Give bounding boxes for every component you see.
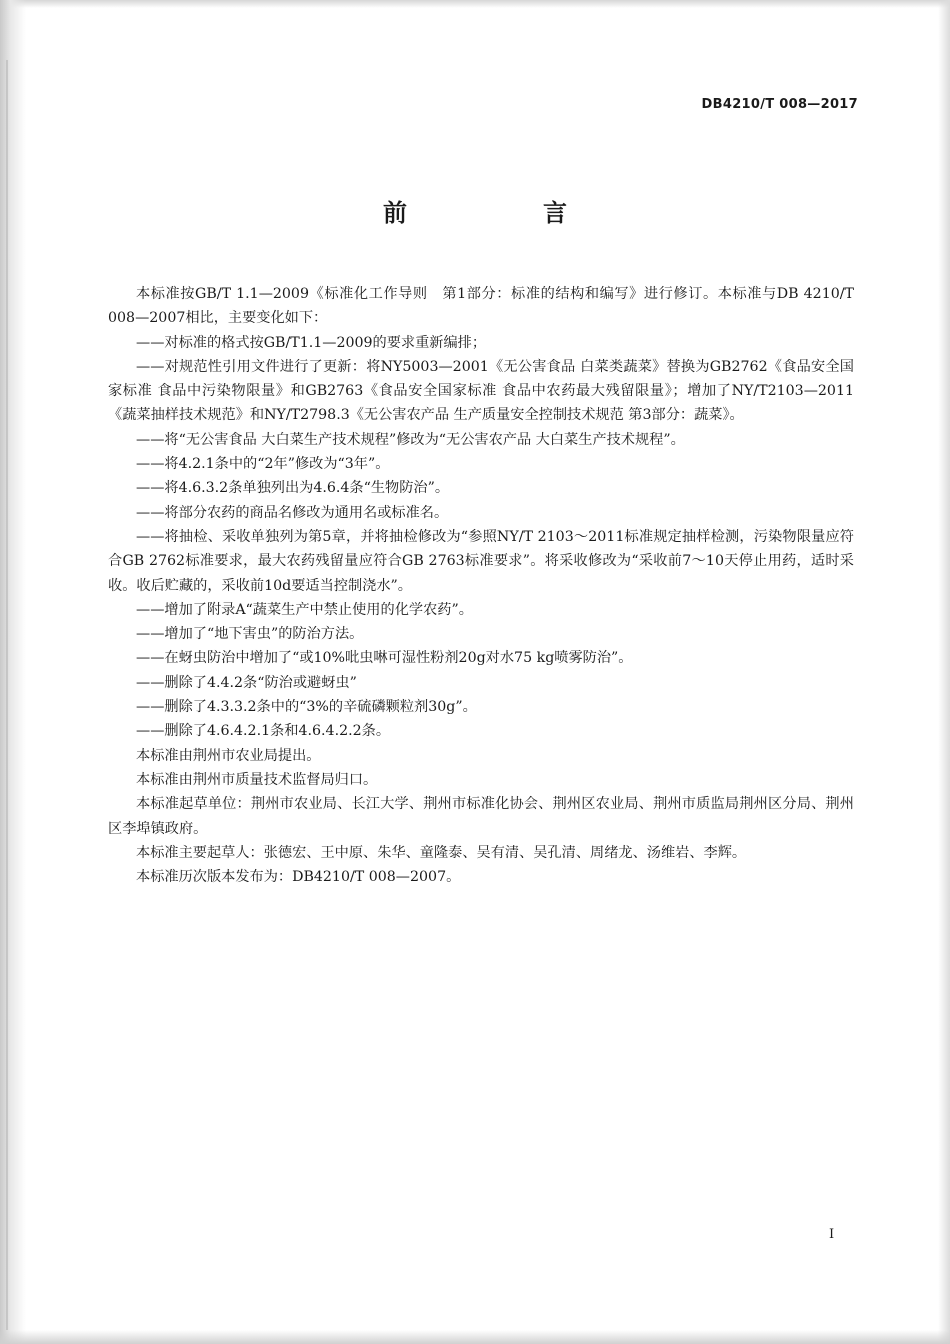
scan-edge-bottom xyxy=(0,1330,950,1344)
paragraph-intro: 本标准按GB/T 1.1—2009《标准化工作导则 第1部分：标准的结构和编写》进行修订。本标准与DB 4210/T 008—2007相比，主要变化如下： xyxy=(108,286,854,327)
drafting-units: 本标准起草单位：荆州市农业局、长江大学、荆州市标准化协会、荆州区农业局、荆州市质监局荆州区分局、荆州区李埠镇政府。 xyxy=(108,796,854,837)
change-item: ——对标准的格式按GB/T1.1—2009的要求重新编排； xyxy=(136,334,487,351)
standard-number: DB4210/T 008—2017 xyxy=(701,97,858,112)
change-item: ——删除了4.4.2条“防治或避蚜虫” xyxy=(136,674,357,691)
change-item: ——删除了4.3.3.2条中的“3%的辛硫磷颗粒剂30g”。 xyxy=(136,699,477,716)
change-item: ——删除了4.6.4.2.1条和4.6.4.2.2条。 xyxy=(136,723,391,740)
foreword-body xyxy=(108,282,854,889)
change-item: ——增加了“地下害虫”的防治方法。 xyxy=(136,626,364,643)
authority-statement: 本标准由荆州市质量技术监督局归口。 xyxy=(136,771,378,788)
page-title: 前 言 xyxy=(383,199,623,227)
change-item: ——增加了附录A“蔬菜生产中禁止使用的化学农药”。 xyxy=(136,601,473,618)
proposer-statement: 本标准由荆州市农业局提出。 xyxy=(136,747,321,764)
scan-edge-left-line xyxy=(6,60,8,1330)
page-number: I xyxy=(829,1227,835,1242)
change-item: ——将“无公害食品 大白菜生产技术规程”修改为“无公害农产品 大白菜生产技术规程”。 xyxy=(136,431,685,448)
main-drafters: 本标准主要起草人：张德宏、王中原、朱华、童隆泰、吴有清、吴孔清、周绪龙、汤维岩、李辉。 xyxy=(136,844,747,861)
change-item: ——将抽检、采收单独列为第5章，并将抽检修改为“参照NY/T 2103～2011标准规定抽样检测，污染物限量应符合GB 2762标准要求，最大农药残留量应符合GB 2763标准要求”。将采收修改为“采收前7～10天停止用药，适时采收。收后贮藏的，采收前10d要适当控制浇水”。 xyxy=(108,528,854,594)
change-item: ——将部分农药的商品名修改为通用名或标准名。 xyxy=(136,504,449,521)
change-item: ——将4.2.1条中的“2年”修改为“3年”。 xyxy=(136,456,390,473)
version-history: 本标准历次版本发布为：DB4210/T 008—2007。 xyxy=(136,869,461,886)
scan-edge-top xyxy=(0,0,950,8)
change-item: ——将4.6.3.2条单独列出为4.6.4条“生物防治”。 xyxy=(136,480,450,497)
change-item: ——对规范性引用文件进行了更新：将NY5003—2001《无公害食品 白菜类蔬菜》替换为GB2762《食品安全国家标准 食品中污染物限量》和GB2763《食品安全国家标准 食品中农药最大残留限量》；增加了NY/T2103—2011《蔬菜抽样技术规范》和NY/T2798.3《无公害农产品 生产质量安全控制技术规范 第3部分：蔬菜》。 xyxy=(108,358,854,424)
change-item: ——在蚜虫防治中增加了“或10%吡虫啉可湿性粉剂20g对水75 kg喷雾防治”。 xyxy=(136,650,633,667)
